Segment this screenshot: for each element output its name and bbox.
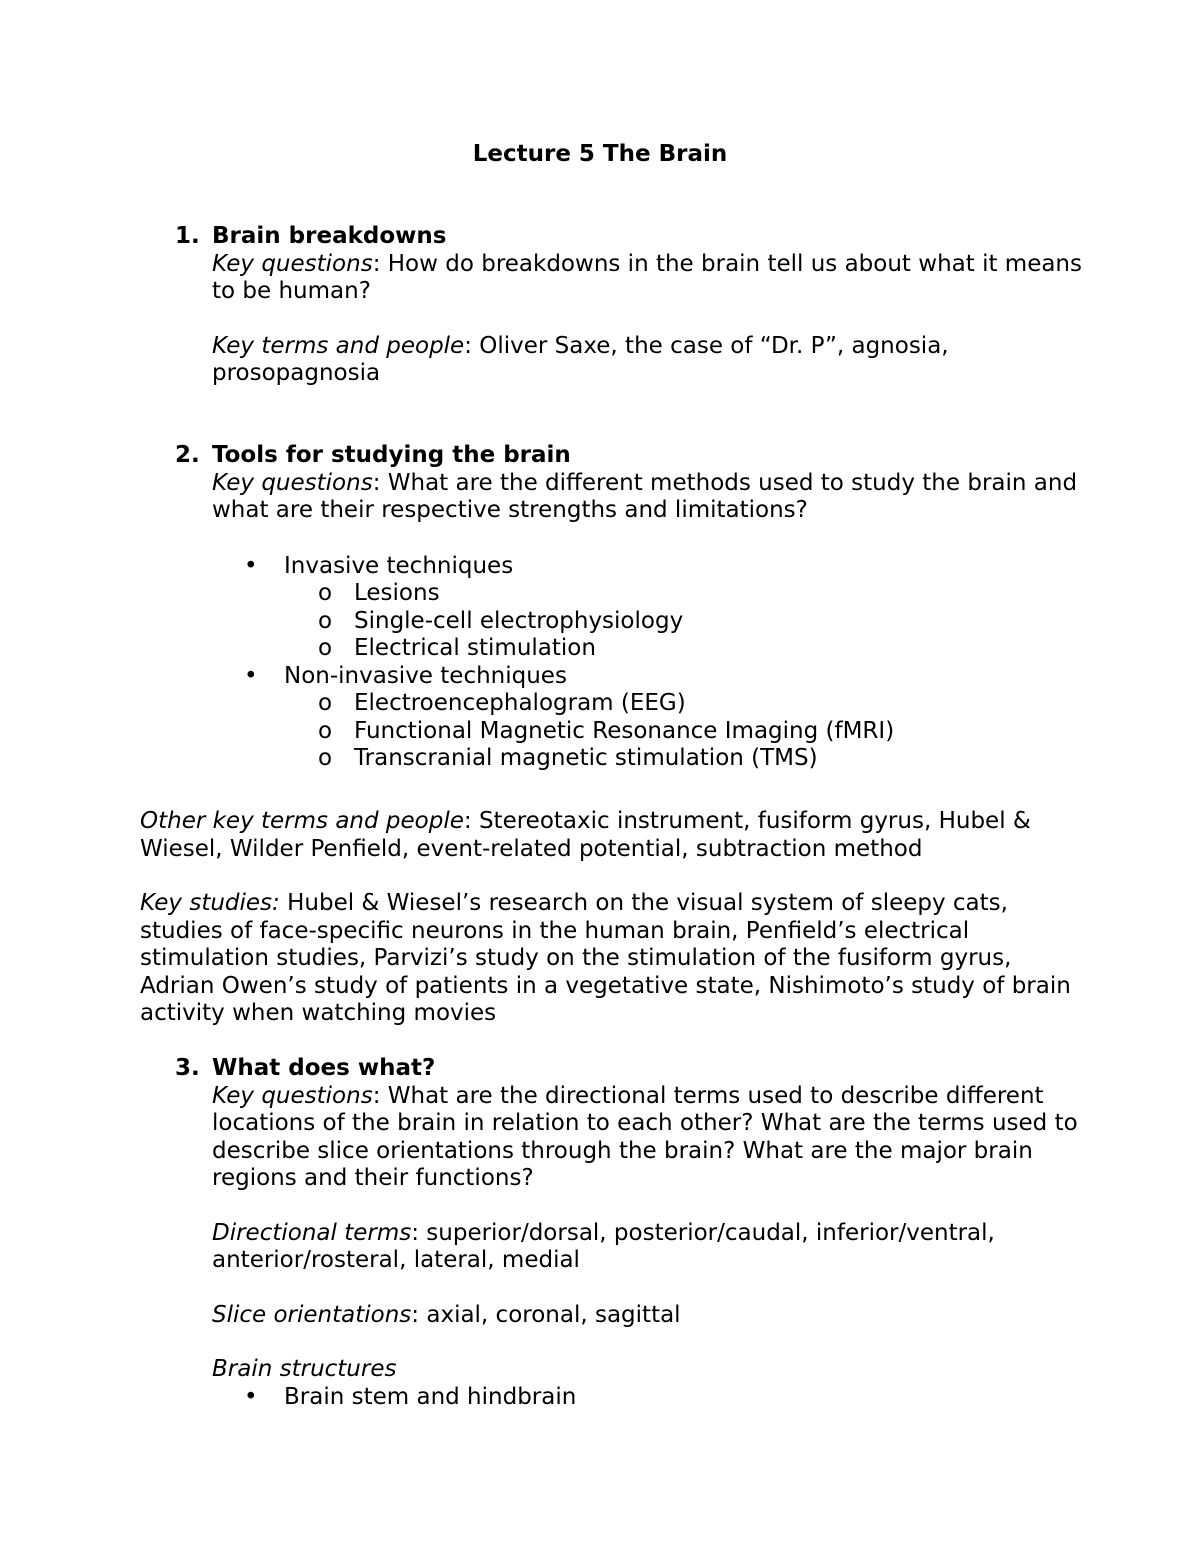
slice-orientations-label: Slice orientations xyxy=(212,1301,412,1328)
key-questions-label: Key questions xyxy=(212,1082,373,1109)
section-heading: Brain breakdowns xyxy=(212,223,447,249)
page-title: Lecture 5 The Brain xyxy=(472,141,728,167)
section-heading: What does what? xyxy=(212,1055,436,1081)
other-key-terms-text: : Stereotaxic instrument, fusiform gyrus, Hubel & Wiesel, Wilder Penfield, event-related potential, subtraction method xyxy=(140,808,1031,862)
sub-list-item-label: Transcranial magnetic stimulation (TMS) xyxy=(354,745,818,771)
brain-structures-label: Brain structures xyxy=(212,1356,397,1382)
directional-terms-label: Directional terms xyxy=(212,1219,412,1246)
sub-list-item-label: Electrical stimulation xyxy=(354,635,596,661)
list-item-label: Invasive techniques xyxy=(284,552,514,579)
other-key-terms xyxy=(140,808,1080,863)
sub-bullet-icon: o xyxy=(318,717,333,744)
sub-list-item-label: Electroencephalogram (EEG) xyxy=(354,690,686,716)
brain-structures-heading xyxy=(212,1356,1092,1384)
sub-list-item xyxy=(212,580,1092,608)
section-brain-breakdowns xyxy=(175,223,1092,388)
key-questions-text: : What are the different methods used to study the brain and what are their respective strengths and limitations? xyxy=(212,469,1078,523)
directional-terms xyxy=(212,1220,1092,1275)
sub-list-item xyxy=(212,635,1092,663)
key-questions-text: : What are the directional terms used to describe different locations of the brain in relation to each other? What are the terms used to describe slice orientations through the brain? What are the major brain regions and their functions? xyxy=(212,1082,1078,1191)
directional-terms-text: : superior/dorsal, posterior/caudal, inferior/ventral, anterior/rosteral, lateral, medial xyxy=(212,1219,995,1273)
key-studies xyxy=(140,890,1080,1028)
key-questions xyxy=(212,251,1092,306)
section-heading: Tools for studying the brain xyxy=(212,442,571,468)
key-studies-text: Hubel & Wiesel’s research on the visual system of sleepy cats, studies of face-specific neurons in the human brain, Penfield’s electrical stimulation studies, Parvizi’s study on the stimulation of the fusiform gyrus, Adrian Owen’s study of patients in a vegetative state, Nishimoto’s study of brain activity when watching movies xyxy=(140,890,1071,1026)
key-questions xyxy=(212,470,1092,525)
other-key-terms-label: Other key terms and people xyxy=(140,808,464,834)
key-questions-text: : How do breakdowns in the brain tell us about what it means to be human? xyxy=(212,250,1082,304)
sub-bullet-icon: o xyxy=(318,745,333,771)
section-number: 1. xyxy=(175,223,200,249)
section-number: 2. xyxy=(175,442,200,468)
sub-list-item xyxy=(212,718,1092,746)
list-item-label: Brain stem and hindbrain xyxy=(284,1383,577,1410)
sub-bullet-icon: o xyxy=(318,690,333,716)
bullet-icon: • xyxy=(244,662,258,689)
key-terms-text: : Oliver Saxe, the case of “Dr. P”, agnosia, prosopagnosia xyxy=(212,332,949,386)
key-questions xyxy=(212,1083,1092,1193)
list-item-label: Non-invasive techniques xyxy=(284,662,567,689)
sub-list-item-label: Functional Magnetic Resonance Imaging (fMRI) xyxy=(354,717,895,744)
bullet-icon: • xyxy=(244,1383,258,1410)
key-questions-label: Key questions xyxy=(212,469,373,496)
key-terms xyxy=(212,333,1092,388)
list-item xyxy=(212,553,1092,581)
sub-bullet-icon: o xyxy=(318,635,333,661)
sub-list-item xyxy=(212,690,1092,718)
section-number: 3. xyxy=(175,1055,200,1081)
sub-list-item xyxy=(212,745,1092,773)
bullet-icon: • xyxy=(244,552,258,579)
section-what-does-what xyxy=(175,1055,1092,1411)
section-tools xyxy=(175,442,1092,773)
sub-bullet-icon: o xyxy=(318,580,333,606)
sub-bullet-icon: o xyxy=(318,607,333,634)
sub-list-item xyxy=(212,608,1092,636)
list-item xyxy=(212,663,1092,691)
sub-list-item-label: Single-cell electrophysiology xyxy=(354,607,684,634)
slice-orientations-text: : axial, coronal, sagittal xyxy=(411,1301,681,1328)
list-item xyxy=(212,1384,1092,1412)
key-studies-label: Key studies: xyxy=(140,890,280,916)
key-terms-label: Key terms and people xyxy=(212,332,465,359)
key-questions-label: Key questions xyxy=(212,250,373,277)
slice-orientations xyxy=(212,1302,1092,1330)
sub-list-item-label: Lesions xyxy=(354,580,440,606)
